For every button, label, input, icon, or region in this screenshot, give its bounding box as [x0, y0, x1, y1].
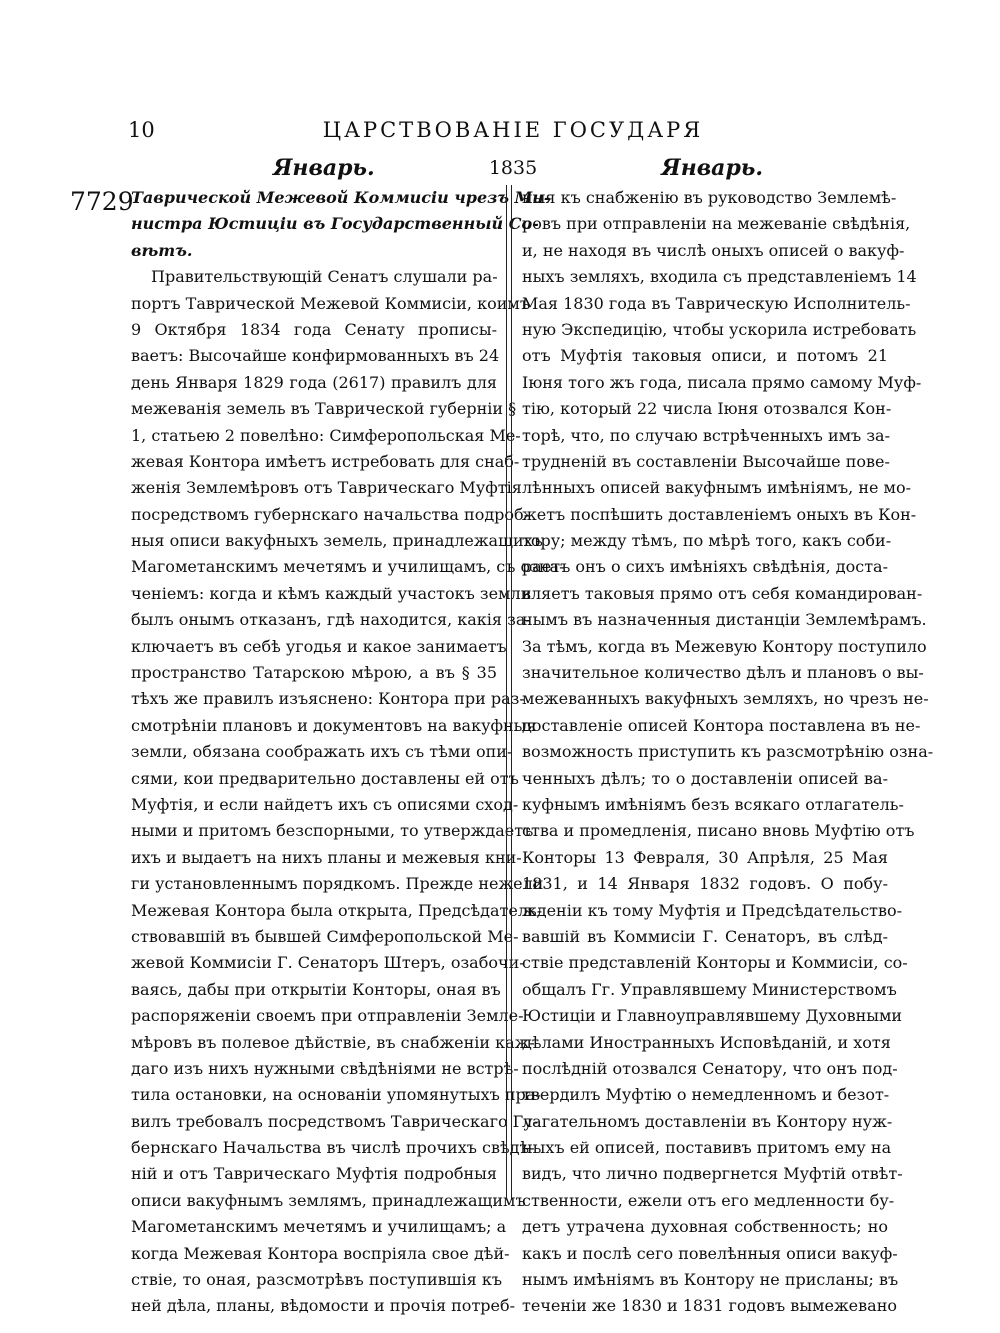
- text-line: ченныхъ дѣлъ; то о доставленіи описей ва-: [522, 768, 888, 788]
- text-line: портъ Таврической Межевой Коммисіи, коимъ: [131, 293, 531, 313]
- text-line: и, не находя въ числѣ оныхъ описей о вакуф-: [522, 240, 905, 260]
- text-line: ства и промедленія, писано вновь Муфтію отъ: [522, 821, 915, 841]
- text-line: жевой Коммисіи Г. Сенаторъ Штеръ, озабочи-: [131, 953, 525, 973]
- text-line: посредствомъ губернскаго начальства подроб-: [131, 504, 530, 524]
- year: 1835: [488, 157, 538, 179]
- text-line: Магометанскимъ мечетямъ и училищамъ, съ озна-: [131, 557, 565, 577]
- page-header: [128, 118, 898, 152]
- text-line: ными и притомъ безспорными, то утверждаетъ: [131, 821, 534, 841]
- dateline: [128, 155, 898, 189]
- text-line: ней дѣла, планы, вѣдомости и прочія потреб-: [131, 1296, 516, 1316]
- text-line: лѣнныхъ описей вакуфнымъ имѣніямъ, не мо-: [522, 478, 912, 498]
- text-line: За тѣмъ, когда въ Межевую Контору поступило: [522, 636, 927, 656]
- text-line: дѣлами Иностранныхъ Исповѣданій, и хотя: [522, 1032, 891, 1052]
- text-line: ную Экспедицію, чтобы ускорила истребовать: [522, 319, 917, 339]
- text-line: ключаетъ въ себѣ угодья и какое занимаетъ: [131, 636, 507, 656]
- text-line: значительное количество дѣлъ и плановъ о вы-: [522, 663, 924, 683]
- text-line: описи вакуфнымъ землямъ, принадлежащимъ: [131, 1190, 526, 1210]
- text-line: нымъ имѣніямъ въ Контору не присланы; въ: [522, 1270, 899, 1290]
- text-line: доставленіе описей Контора поставлена въ не-: [522, 715, 921, 735]
- text-line: вляетъ таковыя прямо отъ себя командирован-: [522, 583, 923, 603]
- text-line: торѣ, что, по случаю встрѣченныхъ имъ за-: [522, 425, 890, 445]
- text-line: ченіемъ: когда и кѣмъ каждый участокъ земли: [131, 583, 532, 603]
- text-line: лагательномъ доставленіи въ Контору нуж-: [522, 1111, 893, 1131]
- text-line: тору; между тѣмъ, по мѣрѣ того, какъ соби-: [522, 531, 892, 551]
- text-line: отъ Муфтія таковыя описи, и потомъ 21: [522, 346, 888, 366]
- text-line: 1831, и 14 Января 1832 годовъ. О побу-: [522, 874, 888, 894]
- text-line: ствовавшій въ бывшей Симферопольской Ме-: [131, 926, 519, 946]
- text-line: куфнымъ имѣніямъ безъ всякаго отлагатель-: [522, 794, 904, 814]
- running-title: ЦАРСТВОВАНІЕ ГОСУДАРЯ: [322, 118, 704, 142]
- text-line: распоряженіи своемъ при отправленіи Земле-: [131, 1006, 524, 1026]
- text-line: Конторы 13 Февраля, 30 Апрѣля, 25 Мая: [522, 847, 888, 867]
- text-line: былъ онымъ отказанъ, гдѣ находится, какія за-: [131, 610, 531, 630]
- month-left: Январь.: [273, 155, 375, 181]
- column-divider: [506, 185, 512, 1200]
- text-line: ныя описи вакуфныхъ земель, принадлежащихъ: [131, 531, 543, 551]
- text-line: 9 Октября 1834 года Сенату прописы-: [131, 319, 497, 339]
- law-heading-line: Таврической Межевой Коммисіи чрезъ Ми-: [131, 188, 551, 207]
- text-line: Магометанскимъ мечетямъ и училищамъ; а: [131, 1217, 507, 1237]
- text-line: ровъ при отправленіи на межеваніе свѣдѣнія,: [522, 214, 911, 234]
- text-line: твердилъ Муфтію о немедленномъ и безот-: [522, 1085, 890, 1105]
- text-line: ваетъ: Высочайше конфирмованныхъ въ 24: [131, 346, 500, 366]
- text-line: ствіе, то оная, разсмотрѣвъ поступившія къ: [131, 1270, 503, 1290]
- text-line: женія Землемѣровъ отъ Таврическаго Муфтія: [131, 478, 522, 498]
- law-heading-line: вѣтъ.: [131, 240, 193, 260]
- text-line: нымъ въ назначенныя дистанціи Землемѣрамъ.: [522, 610, 927, 630]
- text-line: ній и отъ Таврическаго Муфтія подробныя: [131, 1164, 497, 1184]
- text-line: вилъ требовалъ посредствомъ Таврическаго Гу-: [131, 1111, 539, 1131]
- text-line: ствіе представленій Конторы и Коммисіи, со-: [522, 953, 908, 973]
- page-number: 10: [128, 118, 155, 142]
- text-line: детъ утрачена духовная собственность; но: [522, 1217, 888, 1237]
- text-line: Мая 1830 года въ Таврическую Исполнитель-: [522, 293, 911, 313]
- text-line: смотрѣніи плановъ и документовъ на вакуфныя: [131, 715, 537, 735]
- text-line: жденіи къ тому Муфтія и Предсѣдательство-: [522, 900, 903, 920]
- text-line: Муфтія, и если найдетъ ихъ съ описями сход-: [131, 794, 519, 814]
- text-line: какъ и послѣ сего повелѣнныя описи вакуф-: [522, 1243, 898, 1263]
- text-line: общалъ Гг. Управлявшему Министерствомъ: [522, 979, 897, 999]
- text-line: ныхъ земляхъ, входила съ представленіемъ 14: [522, 267, 917, 287]
- text-line: земли, обязана соображать ихъ съ тѣми опи-: [131, 742, 513, 762]
- right-column: [522, 185, 934, 1320]
- text-line: даго изъ нихъ нужными свѣдѣніями не встрѣ-: [131, 1058, 519, 1078]
- text-line: вавшій въ Коммисіи Г. Сенаторъ, въ слѣд-: [522, 926, 888, 946]
- text-line: возможность приступить къ разсмотрѣнію озна-: [522, 742, 934, 762]
- text-line: ваясь, дабы при открытіи Конторы, оная въ: [131, 979, 501, 999]
- text-line: пространство Татарскою мѣрою, а въ § 35: [131, 663, 497, 683]
- text-line: мѣровъ въ полевое дѣйствіе, въ снабженіи каж-: [131, 1032, 535, 1052]
- text-line: Межевая Контора была открыта, Предсѣдатель-: [131, 900, 543, 920]
- text-line: видъ, что лично подвергнется Муфтій отвѣт-: [522, 1164, 903, 1184]
- month-right: Январь.: [661, 155, 763, 181]
- text-line: жетъ поспѣшить доставленіемъ оныхъ въ Кон-: [522, 504, 917, 524]
- text-line: сями, кои предварительно доставлены ей отъ: [131, 768, 519, 788]
- text-line: трудненій въ составленіи Высочайше пове-: [522, 451, 890, 471]
- text-line: день Января 1829 года (2617) правилъ для: [131, 372, 497, 392]
- text-line: межеванныхъ вакуфныхъ земляхъ, но чрезъ не-: [522, 689, 929, 709]
- text-line: тію, который 22 числа Іюня отозвался Кон-: [522, 399, 892, 419]
- law-heading-line: нистра Юстиціи въ Государственный Со-: [131, 214, 539, 234]
- left-column: [131, 185, 565, 1320]
- text-line: ги установленнымъ порядкомъ. Прежде нежели: [131, 874, 544, 894]
- text-line: ихъ и выдаетъ на нихъ планы и межевыя кни-: [131, 847, 522, 867]
- text-line: тѣхъ же правилъ изъяснено: Контора при раз-: [131, 689, 525, 709]
- text-line: межеванія земель въ Таврической губерніи §: [131, 399, 517, 419]
- text-line: когда Межевая Контора воспріяла свое дѣй-: [131, 1243, 510, 1263]
- text-line: Юстиціи и Главноуправлявшему Духовными: [522, 1006, 903, 1026]
- text-line: Іюня того жъ года, писала прямо самому Муф-: [522, 372, 922, 392]
- text-line: ственности, ежели отъ его медленности бу-: [522, 1190, 895, 1210]
- text-line: ныя къ снабженію въ руководство Землемѣ-: [522, 188, 897, 207]
- text-line: ныхъ ей описей, поставивъ притомъ ему на: [522, 1138, 892, 1158]
- text-line: Правительствующій Сенатъ слушали ра-: [151, 267, 498, 287]
- text-line: теченіи же 1830 и 1831 годовъ вымежевано: [522, 1296, 897, 1316]
- law-number: 7729: [70, 187, 134, 216]
- text-line: тила остановки, на основаніи упомянутыхъ пра-: [131, 1085, 541, 1105]
- text-line: 1, статьею 2 повелѣно: Симферопольская Ме-: [131, 425, 521, 445]
- text-line: раетъ онъ о сихъ имѣніяхъ свѣдѣнія, доста-: [522, 557, 888, 577]
- text-line: жевая Контора имѣетъ истребовать для снаб-: [131, 451, 520, 471]
- text-line: бернскаго Начальства въ числѣ прочихъ свѣдѣ-: [131, 1138, 535, 1158]
- text-line: послѣдній отозвался Сенатору, что онъ под-: [522, 1058, 898, 1078]
